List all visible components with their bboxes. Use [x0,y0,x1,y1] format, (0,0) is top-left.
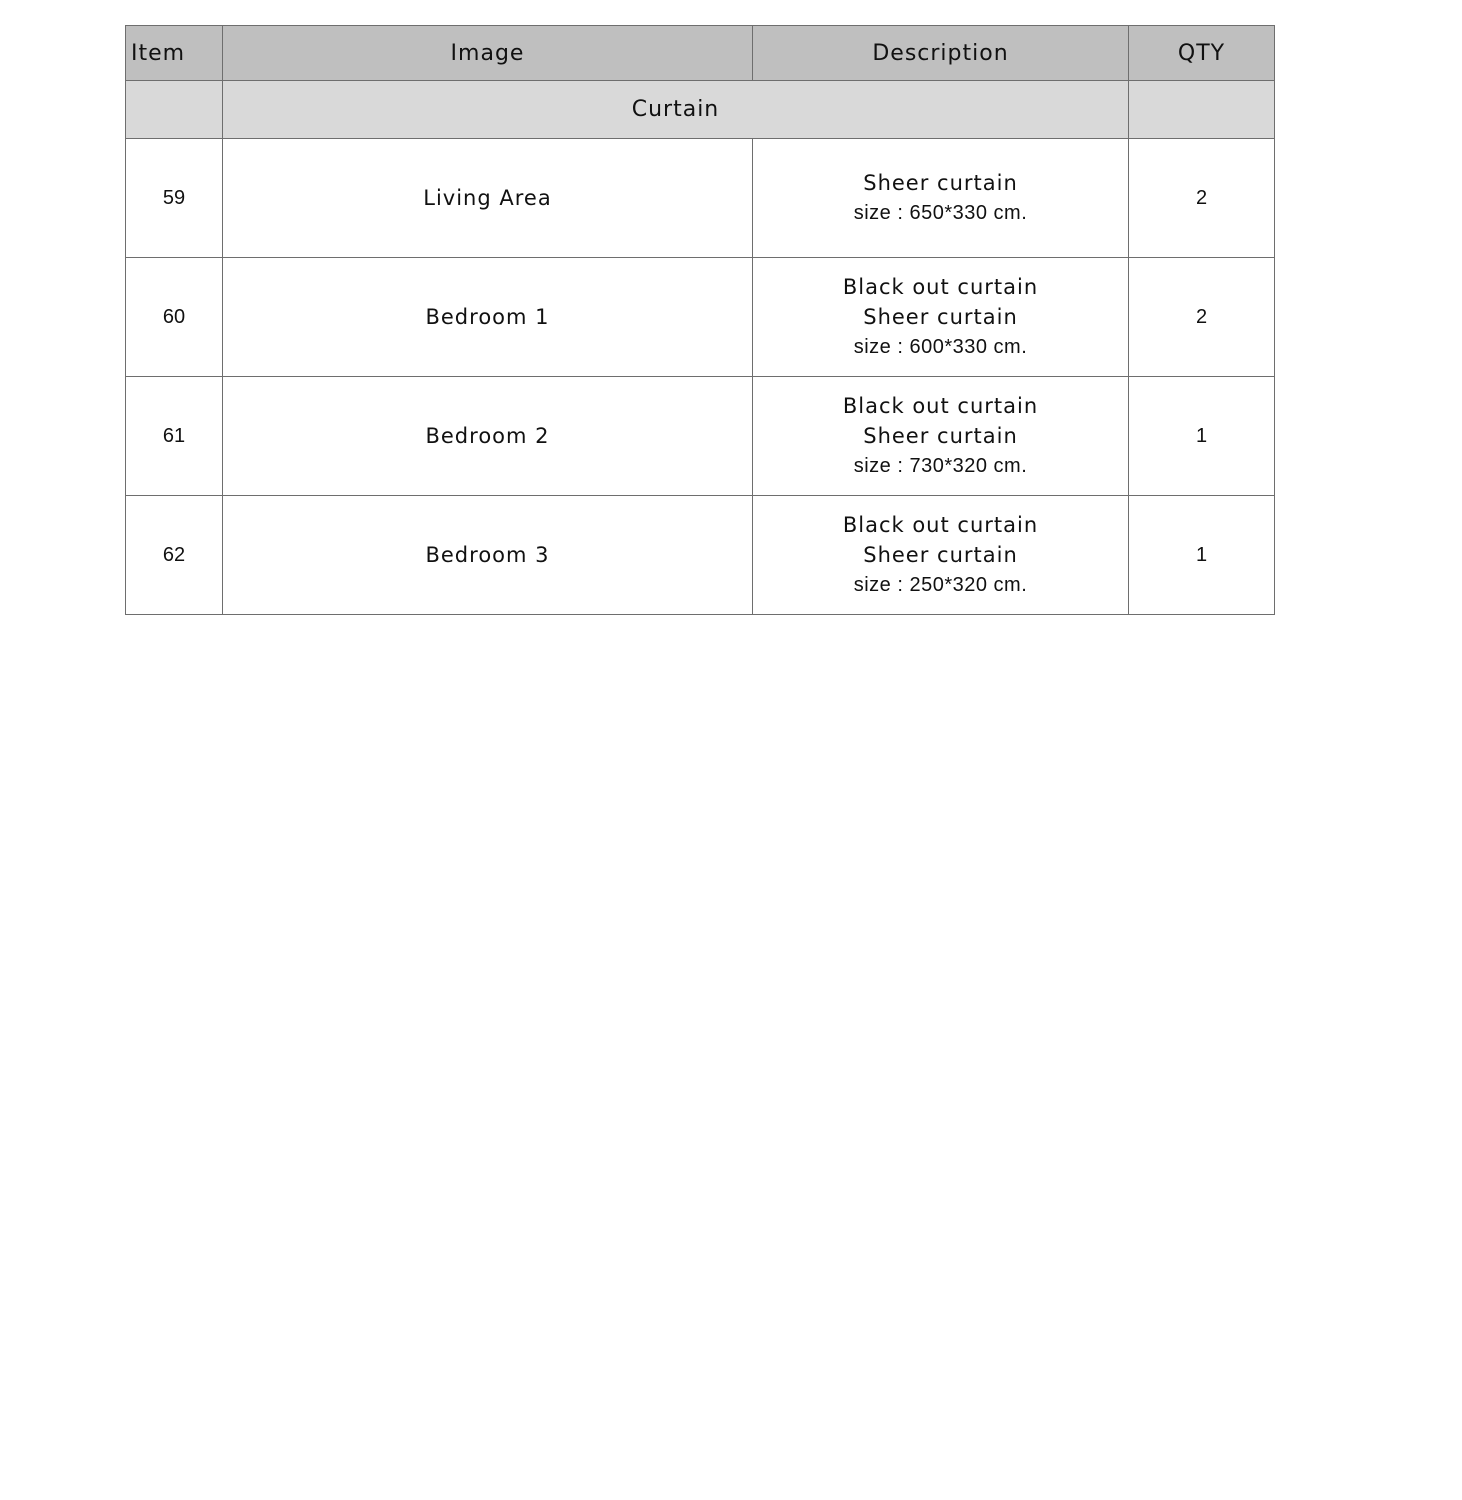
section-qty-blank [1129,81,1275,139]
description-line: Black out curtain [842,513,1039,537]
room-name: Bedroom 2 [223,377,753,496]
header-row [126,26,1275,81]
description-line: Sheer curtain [863,171,1018,195]
section-item-blank [126,81,223,139]
item-number: 59 [126,139,223,258]
room-name: Bedroom 3 [223,496,753,615]
description-size: size : 250*320 cm. [853,574,1028,596]
quantity: 2 [1129,258,1275,377]
description-line: Sheer curtain [863,305,1018,329]
description-line: Sheer curtain [863,543,1018,567]
description-size: size : 730*320 cm. [853,455,1028,477]
description-cell [753,377,1129,496]
description-size: size : 650*330 cm. [853,202,1028,224]
room-name: Living Area [223,139,753,258]
description-cell [753,258,1129,377]
table-row [126,139,1275,258]
item-number: 60 [126,258,223,377]
table-row [126,496,1275,615]
item-number: 62 [126,496,223,615]
table-row [126,258,1275,377]
section-row [126,81,1275,139]
header-image: Image [223,26,753,81]
description-line: Sheer curtain [863,424,1018,448]
item-number: 61 [126,377,223,496]
header-qty: QTY [1129,26,1275,81]
description-line: Black out curtain [842,275,1039,299]
quantity: 1 [1129,377,1275,496]
section-title: Curtain [223,81,1129,139]
description-line: Black out curtain [842,394,1039,418]
header-item: Item [126,26,223,81]
description-size: size : 600*330 cm. [853,336,1028,358]
description-cell [753,496,1129,615]
header-description: Description [753,26,1129,81]
quantity: 1 [1129,496,1275,615]
quantity: 2 [1129,139,1275,258]
room-name: Bedroom 1 [223,258,753,377]
description-cell [753,139,1129,258]
curtain-schedule-table [125,25,1275,615]
table-row [126,377,1275,496]
